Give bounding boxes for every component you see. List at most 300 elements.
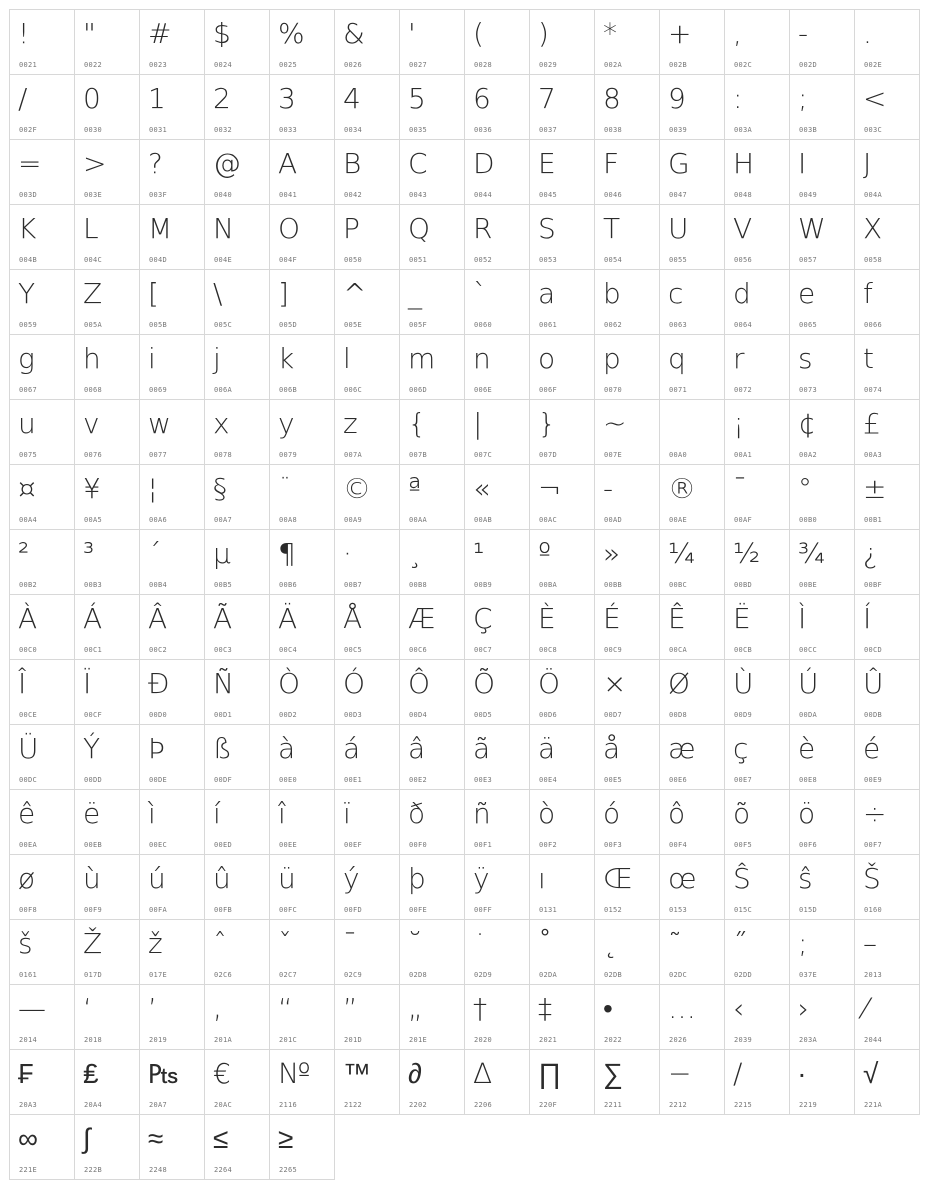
glyph-code: 02D8 xyxy=(409,971,428,979)
glyph-char: — xyxy=(18,992,46,1025)
glyph-char: ö xyxy=(798,797,816,830)
glyph-cell xyxy=(595,855,660,920)
glyph-cell xyxy=(465,725,530,790)
glyph-code: 00A8 xyxy=(279,516,298,524)
glyph-cell xyxy=(335,400,400,465)
glyph-code: 0079 xyxy=(279,451,298,459)
glyph-cell xyxy=(465,140,530,205)
glyph-char: ~ xyxy=(603,407,627,440)
glyph-char: ± xyxy=(863,472,887,505)
glyph-char: ž xyxy=(148,927,163,960)
glyph-cell xyxy=(725,205,790,270)
glyph-char: ™ xyxy=(343,1057,371,1090)
glyph-code: 00AB xyxy=(474,516,493,524)
glyph-cell xyxy=(400,75,465,140)
glyph-code: 007D xyxy=(539,451,558,459)
glyph-char: ’ xyxy=(148,992,157,1025)
glyph-cell xyxy=(140,725,205,790)
glyph-cell xyxy=(335,660,400,725)
glyph-char: % xyxy=(278,17,305,50)
glyph-char: ˝ xyxy=(733,927,747,960)
glyph-char: Ù xyxy=(733,667,754,700)
glyph-cell xyxy=(10,855,75,920)
glyph-cell xyxy=(205,530,270,595)
glyph-code: 00D2 xyxy=(279,711,298,719)
glyph-cell xyxy=(75,855,140,920)
glyph-char: A xyxy=(278,147,298,180)
glyph-cell xyxy=(465,660,530,725)
glyph-code: 0036 xyxy=(474,126,493,134)
glyph-cell xyxy=(790,1050,855,1115)
glyph-code: 00B4 xyxy=(149,581,168,589)
glyph-cell xyxy=(75,270,140,335)
glyph-char: ∫ xyxy=(83,1122,91,1155)
glyph-cell xyxy=(270,725,335,790)
glyph-char: Û xyxy=(863,667,884,700)
glyph-cell xyxy=(400,985,465,1050)
glyph-char: + xyxy=(668,17,692,50)
glyph-char: l xyxy=(343,342,351,375)
glyph-code: 0061 xyxy=(539,321,558,329)
glyph-cell xyxy=(660,465,725,530)
glyph-char: z xyxy=(343,407,358,440)
glyph-code: 00BF xyxy=(864,581,883,589)
glyph-char: Í xyxy=(863,602,872,635)
glyph-code: 00CD xyxy=(864,646,883,654)
glyph-code: 0066 xyxy=(864,321,883,329)
glyph-char: T xyxy=(603,212,621,245)
glyph-code: 00C9 xyxy=(604,646,623,654)
glyph-code: 222B xyxy=(84,1166,103,1174)
glyph-char: ∙ xyxy=(798,1057,806,1090)
glyph-cell xyxy=(400,855,465,920)
glyph-cell xyxy=(660,270,725,335)
glyph-cell xyxy=(725,335,790,400)
glyph-cell xyxy=(790,75,855,140)
glyph-cell xyxy=(270,400,335,465)
glyph-code: 220F xyxy=(539,1101,558,1109)
glyph-char: _ xyxy=(408,277,422,310)
glyph-code: 2215 xyxy=(734,1101,753,1109)
glyph-char: P xyxy=(343,212,360,245)
glyph-code: 2026 xyxy=(669,1036,688,1044)
glyph-cell xyxy=(75,75,140,140)
glyph-cell xyxy=(595,465,660,530)
glyph-char: ˜ xyxy=(668,927,682,960)
glyph-char: ï xyxy=(343,797,351,830)
glyph-char: À xyxy=(18,602,38,635)
glyph-cell xyxy=(140,465,205,530)
glyph-char: @ xyxy=(213,147,241,180)
glyph-cell xyxy=(140,790,205,855)
glyph-code: 00D4 xyxy=(409,711,428,719)
glyph-char: ] xyxy=(278,277,289,310)
glyph-code: 00BA xyxy=(539,581,558,589)
glyph-code: 0069 xyxy=(149,386,168,394)
glyph-cell xyxy=(140,530,205,595)
glyph-cell xyxy=(530,920,595,985)
glyph-cell xyxy=(75,335,140,400)
glyph-code: 201E xyxy=(409,1036,428,1044)
glyph-code: 00FB xyxy=(214,906,233,914)
glyph-cell xyxy=(855,75,920,140)
glyph-cell xyxy=(205,985,270,1050)
glyph-code: 0041 xyxy=(279,191,298,199)
glyph-cell xyxy=(855,1050,920,1115)
glyph-code: 004E xyxy=(214,256,233,264)
glyph-code: 00FE xyxy=(409,906,428,914)
glyph-char: † xyxy=(473,992,487,1025)
glyph-code: 00A9 xyxy=(344,516,363,524)
glyph-char: Ï xyxy=(83,667,92,700)
glyph-char: b xyxy=(603,277,621,310)
glyph-char: œ xyxy=(668,862,697,895)
glyph-cell xyxy=(790,985,855,1050)
glyph-char: ≈ xyxy=(148,1122,164,1155)
glyph-cell xyxy=(10,790,75,855)
glyph-char: q xyxy=(668,342,686,375)
glyph-cell xyxy=(530,10,595,75)
glyph-code: 00A0 xyxy=(669,451,688,459)
glyph-char: J xyxy=(863,147,872,180)
glyph-char: E xyxy=(538,147,556,180)
glyph-cell xyxy=(725,855,790,920)
glyph-cell xyxy=(725,660,790,725)
glyph-char: „ xyxy=(408,992,423,1025)
glyph-code: 00FD xyxy=(344,906,363,914)
glyph-cell xyxy=(595,205,660,270)
glyph-code: 0068 xyxy=(84,386,103,394)
glyph-char: X xyxy=(863,212,883,245)
glyph-code: 20A4 xyxy=(84,1101,103,1109)
glyph-char: ú xyxy=(148,862,166,895)
glyph-cell xyxy=(465,1050,530,1115)
glyph-char: å xyxy=(603,732,621,765)
glyph-code: 00C6 xyxy=(409,646,428,654)
glyph-code: 0072 xyxy=(734,386,753,394)
glyph-char: ® xyxy=(668,472,696,505)
glyph-code: 00B5 xyxy=(214,581,233,589)
glyph-char: n xyxy=(473,342,491,375)
glyph-char: ë xyxy=(83,797,101,830)
glyph-char: g xyxy=(18,342,35,375)
glyph-cell xyxy=(335,985,400,1050)
glyph-code: 0052 xyxy=(474,256,493,264)
glyph-cell xyxy=(595,1050,660,1115)
glyph-code: 0040 xyxy=(214,191,233,199)
glyph-cell xyxy=(205,855,270,920)
glyph-cell xyxy=(335,75,400,140)
glyph-cell xyxy=(205,335,270,400)
glyph-cell xyxy=(530,205,595,270)
glyph-cell xyxy=(790,920,855,985)
glyph-cell xyxy=(790,140,855,205)
glyph-cell xyxy=(530,140,595,205)
glyph-code: 2265 xyxy=(279,1166,298,1174)
glyph-char: o xyxy=(538,342,556,375)
glyph-code: 004A xyxy=(864,191,883,199)
glyph-char: . xyxy=(863,17,872,50)
glyph-code: 0055 xyxy=(669,256,688,264)
glyph-cell xyxy=(205,1115,270,1180)
glyph-char: ˚ xyxy=(538,927,552,960)
glyph-char: ÿ xyxy=(473,862,490,895)
glyph-cell xyxy=(335,205,400,270)
glyph-char: G xyxy=(668,147,690,180)
glyph-char: y xyxy=(278,407,295,440)
glyph-code: 00BC xyxy=(669,581,688,589)
glyph-cell xyxy=(530,335,595,400)
glyph-code: 00C5 xyxy=(344,646,363,654)
glyph-code: 00B6 xyxy=(279,581,298,589)
glyph-char: ç xyxy=(733,732,749,765)
glyph-code: 0028 xyxy=(474,61,493,69)
glyph-code: 2021 xyxy=(539,1036,558,1044)
glyph-code: 00C4 xyxy=(279,646,298,654)
glyph-char: € xyxy=(213,1057,231,1090)
glyph-cell xyxy=(530,400,595,465)
glyph-cell xyxy=(790,205,855,270)
glyph-code: 00B8 xyxy=(409,581,428,589)
glyph-code: 00E7 xyxy=(734,776,753,784)
glyph-cell xyxy=(725,725,790,790)
glyph-cell xyxy=(660,790,725,855)
glyph-char: î xyxy=(278,797,286,830)
glyph-cell xyxy=(400,270,465,335)
glyph-cell xyxy=(10,205,75,270)
glyph-code: 00A6 xyxy=(149,516,168,524)
glyph-cell xyxy=(75,140,140,205)
glyph-char: ! xyxy=(18,17,30,50)
glyph-char: ÷ xyxy=(863,797,887,830)
glyph-char: Ž xyxy=(83,927,103,960)
glyph-code: 2020 xyxy=(474,1036,493,1044)
glyph-char: É xyxy=(603,602,621,635)
glyph-char: ^ xyxy=(343,277,367,310)
glyph-code: 00F1 xyxy=(474,841,493,849)
glyph-char: ₧ xyxy=(148,1057,179,1090)
glyph-char: ì xyxy=(148,797,156,830)
glyph-code: 003F xyxy=(149,191,168,199)
glyph-code: 0049 xyxy=(799,191,818,199)
glyph-code: 0077 xyxy=(149,451,168,459)
glyph-cell xyxy=(530,530,595,595)
glyph-char: ‹ xyxy=(733,992,745,1025)
glyph-char: 3 xyxy=(278,82,296,115)
glyph-char: » xyxy=(603,537,621,570)
glyph-code: 00A4 xyxy=(19,516,38,524)
glyph-char: ª xyxy=(408,472,422,505)
glyph-cell xyxy=(790,270,855,335)
glyph-code: 00FF xyxy=(474,906,493,914)
glyph-cell xyxy=(790,335,855,400)
glyph-char: ² xyxy=(18,537,30,570)
glyph-cell xyxy=(725,920,790,985)
glyph-char: ˇ xyxy=(278,927,292,960)
glyph-char: á xyxy=(343,732,361,765)
glyph-char: ¶ xyxy=(278,537,296,570)
glyph-char: ˉ xyxy=(343,927,357,960)
glyph-char: ₣ xyxy=(18,1057,34,1090)
glyph-cell xyxy=(400,140,465,205)
glyph-code: 00F6 xyxy=(799,841,818,849)
glyph-cell xyxy=(10,985,75,1050)
glyph-code: 2039 xyxy=(734,1036,753,1044)
glyph-char: ø xyxy=(18,862,36,895)
glyph-cell xyxy=(400,465,465,530)
glyph-cell xyxy=(205,140,270,205)
glyph-char: ı xyxy=(538,862,546,895)
glyph-code: 0074 xyxy=(864,386,883,394)
glyph-cell xyxy=(10,920,75,985)
glyph-char: ≤ xyxy=(213,1122,229,1155)
glyph-code: 00D8 xyxy=(669,711,688,719)
glyph-code: 2018 xyxy=(84,1036,103,1044)
glyph-code: 00BE xyxy=(799,581,818,589)
glyph-char: ¼ xyxy=(668,537,696,570)
glyph-cell xyxy=(660,140,725,205)
glyph-code: 00F5 xyxy=(734,841,753,849)
glyph-char: · xyxy=(343,537,352,570)
glyph-char: ˙ xyxy=(473,927,487,960)
glyph-cell xyxy=(790,465,855,530)
glyph-cell xyxy=(270,1115,335,1180)
glyph-code: 0067 xyxy=(19,386,38,394)
glyph-char: È xyxy=(538,602,556,635)
glyph-char: s xyxy=(798,342,813,375)
glyph-cell xyxy=(465,465,530,530)
glyph-cell xyxy=(790,530,855,595)
glyph-char: ∕ xyxy=(733,1057,743,1090)
glyph-char: Œ xyxy=(603,862,633,895)
glyph-cell xyxy=(270,530,335,595)
glyph-cell xyxy=(335,725,400,790)
glyph-cell xyxy=(595,400,660,465)
glyph-char: [ xyxy=(148,277,159,310)
glyph-char: Ð xyxy=(148,667,170,700)
glyph-code: 00D3 xyxy=(344,711,363,719)
glyph-cell xyxy=(725,1050,790,1115)
glyph-code: 00F2 xyxy=(539,841,558,849)
glyph-cell xyxy=(75,790,140,855)
glyph-code: 002E xyxy=(864,61,883,69)
glyph-char: Â xyxy=(148,602,168,635)
glyph-code: 00CF xyxy=(84,711,103,719)
glyph-cell xyxy=(595,920,660,985)
glyph-cell xyxy=(270,985,335,1050)
glyph-code: 221E xyxy=(19,1166,38,1174)
glyph-cell xyxy=(75,725,140,790)
glyph-code: 00EB xyxy=(84,841,103,849)
glyph-code: 0131 xyxy=(539,906,558,914)
glyph-char: R xyxy=(473,212,493,245)
glyph-code: 004B xyxy=(19,256,38,264)
glyph-cell xyxy=(400,1050,465,1115)
glyph-cell xyxy=(725,595,790,660)
glyph-char: µ xyxy=(213,537,231,570)
glyph-code: 2248 xyxy=(149,1166,168,1174)
glyph-char: ý xyxy=(343,862,360,895)
glyph-char: … xyxy=(668,992,696,1025)
glyph-cell xyxy=(270,595,335,660)
glyph-cell xyxy=(465,985,530,1050)
glyph-cell xyxy=(400,530,465,595)
glyph-char: ‡ xyxy=(538,992,552,1025)
glyph-code: 006F xyxy=(539,386,558,394)
glyph-code: 0037 xyxy=(539,126,558,134)
glyph-code: 0046 xyxy=(604,191,623,199)
glyph-char: " xyxy=(83,17,96,50)
glyph-cell xyxy=(75,530,140,595)
glyph-char: ; xyxy=(798,82,808,115)
glyph-cell xyxy=(790,400,855,465)
glyph-code: 002D xyxy=(799,61,818,69)
glyph-char: æ xyxy=(668,732,696,765)
glyph-cell xyxy=(400,10,465,75)
glyph-cell xyxy=(205,920,270,985)
glyph-cell xyxy=(205,205,270,270)
glyph-cell xyxy=(790,660,855,725)
glyph-char: ¦ xyxy=(148,472,158,505)
glyph-grid xyxy=(9,9,920,1180)
glyph-code: 00E9 xyxy=(864,776,883,784)
glyph-code: 0032 xyxy=(214,126,233,134)
glyph-code: 0048 xyxy=(734,191,753,199)
glyph-cell xyxy=(790,790,855,855)
glyph-char: ¤ xyxy=(18,472,36,505)
glyph-cell xyxy=(530,725,595,790)
glyph-cell xyxy=(400,595,465,660)
glyph-char: © xyxy=(343,472,371,505)
glyph-code: 037E xyxy=(799,971,818,979)
glyph-cell xyxy=(10,335,75,400)
glyph-char: Ç xyxy=(473,602,493,635)
glyph-char: M xyxy=(148,212,173,245)
glyph-code: 02DD xyxy=(734,971,753,979)
glyph-code: 00C0 xyxy=(19,646,38,654)
glyph-code: 2212 xyxy=(669,1101,688,1109)
glyph-code: 0039 xyxy=(669,126,688,134)
glyph-cell xyxy=(660,205,725,270)
glyph-code: 002A xyxy=(604,61,623,69)
glyph-char: $ xyxy=(213,17,231,50)
glyph-cell xyxy=(140,1050,205,1115)
glyph-code: 00E6 xyxy=(669,776,688,784)
glyph-code: 0058 xyxy=(864,256,883,264)
glyph-cell xyxy=(530,1050,595,1115)
glyph-code: 005D xyxy=(279,321,298,329)
glyph-cell xyxy=(335,530,400,595)
glyph-cell xyxy=(140,75,205,140)
glyph-char: m xyxy=(408,342,436,375)
glyph-cell xyxy=(140,270,205,335)
glyph-cell xyxy=(10,465,75,530)
glyph-code: 00E4 xyxy=(539,776,558,784)
glyph-code: 00C8 xyxy=(539,646,558,654)
glyph-code: 0043 xyxy=(409,191,428,199)
glyph-code: 0053 xyxy=(539,256,558,264)
glyph-char: N xyxy=(213,212,234,245)
glyph-code: 201A xyxy=(214,1036,233,1044)
glyph-char: â xyxy=(408,732,426,765)
glyph-cell xyxy=(855,595,920,660)
glyph-code: 00AF xyxy=(734,516,753,524)
glyph-char: h xyxy=(83,342,101,375)
glyph-cell xyxy=(140,920,205,985)
glyph-cell xyxy=(855,140,920,205)
glyph-code: 00B3 xyxy=(84,581,103,589)
glyph-cell xyxy=(725,530,790,595)
